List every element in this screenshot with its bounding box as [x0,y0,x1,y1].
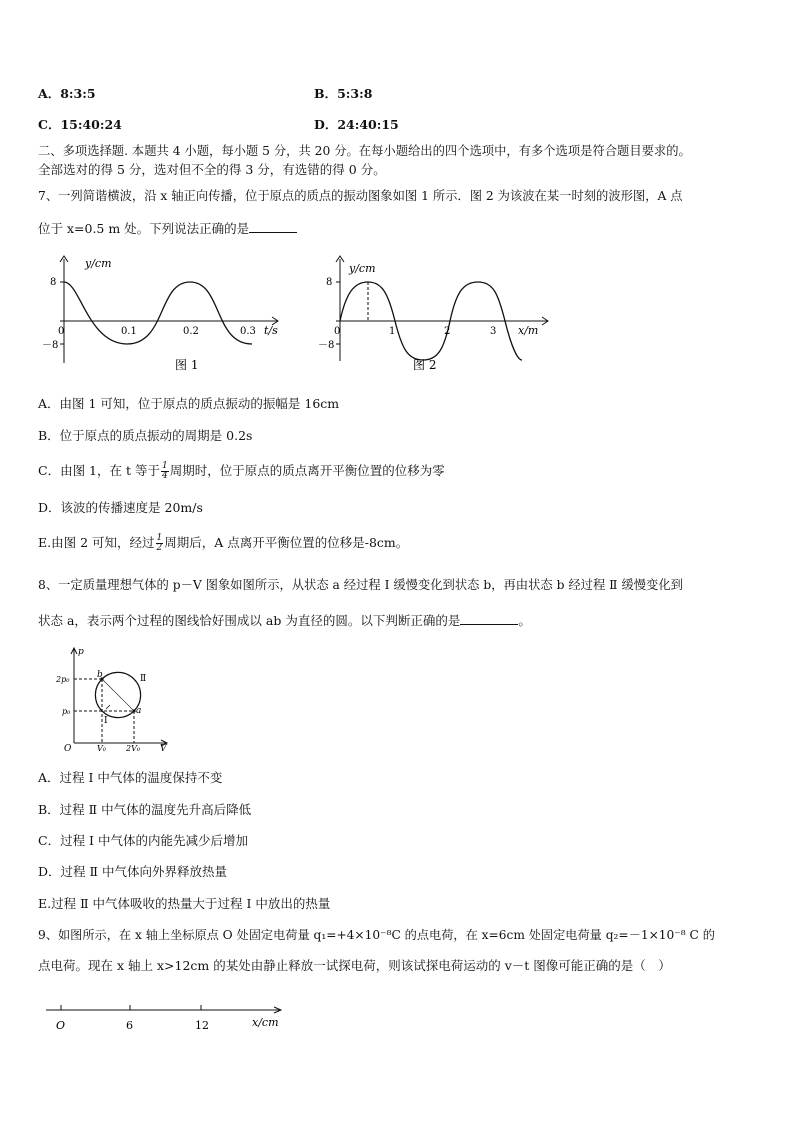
section2-line2: 全部选对的得 5 分，选对但不全的得 3 分，有选错的得 0 分。 [38,162,386,177]
pv-2p0-label: 2p₀ [56,675,70,684]
pv-b-label: b [97,670,103,680]
q7-option-b: B．位于原点的质点振动的周期是 0.2s [38,428,253,443]
fig2-xlabel: x/m [518,324,539,337]
section2-line1: 二、多项选择题. 本题共 4 小题，每小题 5 分，共 20 分。在每小题给出的四个选项中，有多个选项是符合题目要求的。 [38,144,691,158]
fig2-origin: 0 [334,326,341,337]
fig2-tick-x-2: 2 [444,326,451,337]
pv-v-label: V [160,744,167,754]
q8-option-b: B．过程 Ⅱ 中气体的温度先升高后降低 [38,802,252,817]
fig1-caption: 图 1 [175,358,199,372]
q6-option-b: B．5:3:8 [314,86,373,101]
q7-option-c: C．由图 1，在 t 等于 $\frac{1}{4}$ 周期时，位于原点的质点离开平衡位置的位移为零 [38,461,445,481]
pv-p-label: p [78,647,84,657]
q9-tick-6: 6 [126,1019,133,1032]
fig1-vibration-curve [64,282,252,344]
pv-process-2-label: Ⅱ [140,674,147,684]
q6-option-d: D．24:40:15 [314,117,399,132]
q9-tick-12: 12 [195,1019,209,1032]
q6-option-c: C．15:40:24 [38,117,122,132]
q8-stem-line2: 状态 a，表示两个过程的图线恰好围成以 ab 为直径的圆。以下判断正确的是 。 [38,613,531,628]
fig2-ylabel: y/cm [349,262,376,275]
fig1-tick-y-neg8: －8 [42,340,59,351]
q8-option-e: E.过程 Ⅱ 中气体吸收的热量大于过程 Ⅰ 中放出的热量 [38,896,331,911]
pv-2v0-label: 2V₀ [126,744,141,753]
q7-option-a: A．由图 1 可知，位于原点的质点振动的振幅是 16cm [38,396,340,411]
fig1-tick-x-02: 0.2 [183,326,199,337]
q9-origin-label: O [56,1019,66,1032]
pv-process-1-label: Ⅰ [104,716,108,726]
fig1-tick-x-01: 0.1 [121,326,137,337]
q9-x-axis-figure [40,998,300,1034]
pv-v0-label: V₀ [97,744,106,753]
fig1-origin: 0 [58,326,65,337]
fig2-tick-y-8: 8 [326,277,333,288]
fig1-tick-x-03: 0.3 [240,326,256,337]
fig1-xlabel: t/s [264,324,278,337]
fig2-tick-y-neg8: －8 [318,340,335,351]
q7-stem-line2: 位于 x=0.5 m 处。下列说法正确的是 [38,220,297,237]
q9-stem-line2: 点电荷。现在 x 轴上 x>12cm 的某处由静止释放一试探电荷，则该试探电荷运动的 v－t 图像可能正确的是（ ） [38,958,671,973]
fig2-tick-x-1: 1 [389,326,396,337]
q8-stem-line1: 8、一定质量理想气体的 p－V 图象如图所示，从状态 a 经过程 Ⅰ 缓慢变化到状态 b，再由状态 b 经过程 Ⅱ 缓慢变化到 [38,578,683,592]
fig2-tick-x-3: 3 [490,326,497,337]
q8-option-a: A．过程 Ⅰ 中气体的温度保持不变 [38,770,223,785]
q6-option-a: A．8:3:5 [38,86,96,101]
q7-option-e: E.由图 2 可知，经过 $\frac{1}{2}$ 周期后，A 点离开平衡位置的位移是-8cm。 [38,533,409,553]
fig1-tick-y-8: 8 [50,277,57,288]
q8-option-c: C．过程 Ⅰ 中气体的内能先减少后增加 [38,833,248,848]
pv-origin-label: O [64,744,72,754]
q7-option-d: D．该波的传播速度是 20m/s [38,500,203,515]
q9-axis-label: x/cm [252,1016,279,1029]
fig1-ylabel: y/cm [85,257,112,270]
q7-stem-line1: 7、一列简谐横波，沿 x 轴正向传播，位于原点的质点的振动图象如图 1 所示．图 2 为该波在某一时刻的波形图，A 点 [38,189,683,203]
fig2-caption: 图 2 [413,358,437,372]
pv-p0-label: p₀ [62,707,71,716]
pv-a-label: a [136,706,142,716]
q7-figure2 [316,253,556,373]
q8-option-d: D．过程 Ⅱ 中气体向外界释放热量 [38,864,227,879]
q9-stem-line1: 9、如图所示，在 x 轴上坐标原点 O 处固定电荷量 q₁=+4×10⁻⁸C 的点电荷，在 x=6cm 处固定电荷量 q₂=－1×10⁻⁸ C 的 [38,928,715,942]
q7-figure1 [38,253,288,373]
q8-pv-figure [54,645,184,755]
